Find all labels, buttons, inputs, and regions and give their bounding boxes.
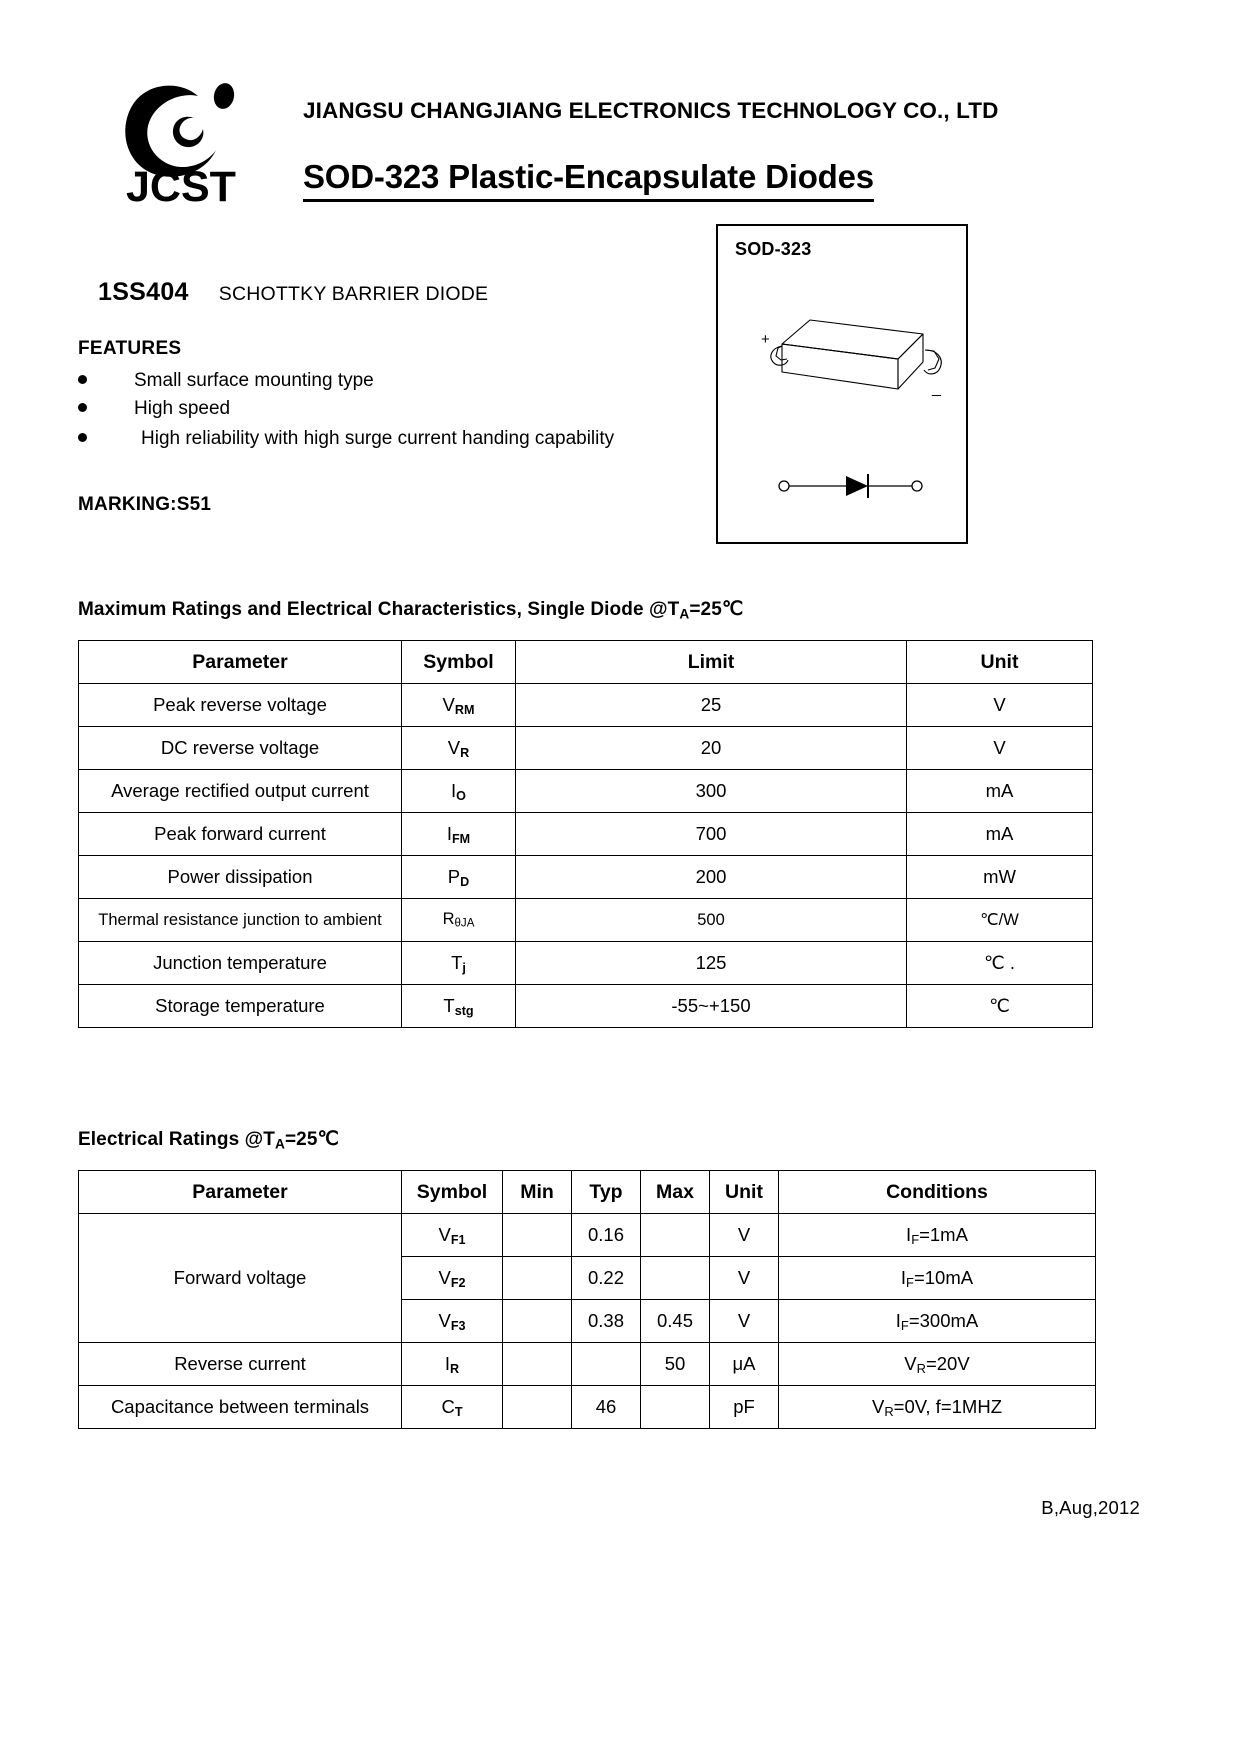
cell-limit: 25 [516, 684, 907, 727]
cell-symbol: Tstg [402, 985, 516, 1028]
features-heading: FEATURES [78, 338, 182, 359]
th-conditions: Conditions [779, 1171, 1096, 1214]
part-line [98, 278, 488, 307]
section1-heading-pre: Maximum Ratings and Electrical Characteristics, Single Diode @T [78, 599, 680, 620]
part-description: SCHOTTKY BARRIER DIODE [218, 283, 489, 305]
cell-conditions: VR=20V [779, 1343, 1096, 1386]
max-ratings-table [78, 640, 1093, 1028]
section1-heading-post: =25℃ [689, 599, 744, 620]
package-3d-drawing-icon [748, 286, 963, 446]
page-header [0, 0, 1240, 230]
section2-heading-post: =25℃ [284, 1129, 339, 1150]
cell-unit: mA [907, 770, 1093, 813]
cell-symbol: RθJA [402, 899, 516, 942]
section-heading-max-ratings [78, 598, 743, 621]
cell-conditions: IF=1mA [779, 1214, 1096, 1257]
section2-heading-sub: A [274, 1136, 285, 1152]
cell-parameter: Reverse current [79, 1343, 402, 1386]
cell-limit: 200 [516, 856, 907, 899]
section2-heading-pre: Electrical Ratings @T [78, 1129, 275, 1150]
table-row [79, 1343, 1096, 1386]
cell-symbol: IO [402, 770, 516, 813]
cell-parameter: Thermal resistance junction to ambient [79, 899, 402, 942]
cell-unit: pF [710, 1386, 779, 1429]
cell-typ: 0.22 [572, 1257, 641, 1300]
part-number: 1SS404 [98, 278, 189, 306]
package-label: SOD-323 [735, 239, 812, 259]
table-row [79, 770, 1093, 813]
table-row [79, 684, 1093, 727]
table-row [79, 942, 1093, 985]
cell-min [503, 1343, 572, 1386]
table-row [79, 1386, 1096, 1429]
cell-limit: 300 [516, 770, 907, 813]
cell-parameter: Peak reverse voltage [79, 684, 402, 727]
cell-parameter-group: Forward voltage [79, 1214, 402, 1343]
cell-max [641, 1386, 710, 1429]
cell-max [641, 1257, 710, 1300]
cell-typ: 46 [572, 1386, 641, 1429]
cell-conditions: VR=0V, f=1MHZ [779, 1386, 1096, 1429]
cell-unit: μA [710, 1343, 779, 1386]
diode-symbol-icon [778, 466, 923, 506]
cell-typ: 0.38 [572, 1300, 641, 1343]
th-unit: Unit [907, 641, 1093, 684]
cell-parameter: Peak forward current [79, 813, 402, 856]
cathode-minus-label: _ [932, 380, 941, 397]
cell-symbol: VR [402, 727, 516, 770]
th-symbol: Symbol [402, 1171, 503, 1214]
company-name: JIANGSU CHANGJIANG ELECTRONICS TECHNOLOGY CO., LTD [303, 98, 999, 123]
cell-max: 0.45 [641, 1300, 710, 1343]
cell-typ [572, 1343, 641, 1386]
table-row [79, 1214, 1096, 1257]
cell-typ: 0.16 [572, 1214, 641, 1257]
feature-text: High speed [134, 398, 231, 419]
cell-parameter: Junction temperature [79, 942, 402, 985]
cell-unit: mA [907, 813, 1093, 856]
cell-unit: ℃ . [907, 942, 1093, 985]
cell-min [503, 1257, 572, 1300]
cell-unit: V [907, 727, 1093, 770]
cell-max: 50 [641, 1343, 710, 1386]
cell-min [503, 1300, 572, 1343]
table-header-row [79, 641, 1093, 684]
cell-limit: 700 [516, 813, 907, 856]
table-row [79, 727, 1093, 770]
th-typ: Typ [572, 1171, 641, 1214]
cell-unit: V [710, 1300, 779, 1343]
bullet-icon [78, 375, 87, 384]
cell-limit: 125 [516, 942, 907, 985]
cell-parameter: Power dissipation [79, 856, 402, 899]
cell-min [503, 1214, 572, 1257]
table-row [79, 813, 1093, 856]
th-parameter: Parameter [79, 641, 402, 684]
cell-parameter: Storage temperature [79, 985, 402, 1028]
table-row [79, 899, 1093, 942]
table-header-row [79, 1171, 1096, 1214]
cell-limit: 500 [516, 899, 907, 942]
cell-symbol: Tj [402, 942, 516, 985]
cell-parameter: Average rectified output current [79, 770, 402, 813]
cell-unit: V [710, 1214, 779, 1257]
feature-item [78, 370, 374, 392]
cell-symbol: VF2 [402, 1257, 503, 1300]
th-min: Min [503, 1171, 572, 1214]
package-outline-box [716, 224, 968, 544]
logo-wordmark: JCST [126, 163, 236, 211]
feature-item [78, 428, 614, 450]
cell-symbol: CT [402, 1386, 503, 1429]
feature-text: Small surface mounting type [134, 370, 374, 391]
cell-symbol: IFM [402, 813, 516, 856]
bullet-icon [78, 403, 87, 412]
cell-unit: V [907, 684, 1093, 727]
revision-date: B,Aug,2012 [1041, 1497, 1140, 1518]
section-heading-electrical-ratings [78, 1128, 339, 1151]
cell-symbol: VRM [402, 684, 516, 727]
company-logo [120, 78, 290, 223]
cell-symbol: IR [402, 1343, 503, 1386]
cell-unit: ℃ [907, 985, 1093, 1028]
cell-limit: -55~+150 [516, 985, 907, 1028]
anode-plus-label: + [761, 331, 770, 348]
section1-heading-sub: A [679, 606, 690, 622]
th-parameter: Parameter [79, 1171, 402, 1214]
cell-parameter: Capacitance between terminals [79, 1386, 402, 1429]
cell-symbol: VF1 [402, 1214, 503, 1257]
table-row [79, 856, 1093, 899]
th-limit: Limit [516, 641, 907, 684]
cell-conditions: IF=10mA [779, 1257, 1096, 1300]
document-title: SOD-323 Plastic-Encapsulate Diodes [303, 158, 874, 202]
cell-unit: mW [907, 856, 1093, 899]
cell-symbol: PD [402, 856, 516, 899]
marking-code: MARKING:S51 [78, 494, 212, 515]
bullet-icon [78, 433, 87, 442]
th-max: Max [641, 1171, 710, 1214]
cell-unit: V [710, 1257, 779, 1300]
th-symbol: Symbol [402, 641, 516, 684]
th-unit: Unit [710, 1171, 779, 1214]
table-row [79, 985, 1093, 1028]
feature-text: High reliability with high surge current handing capability [141, 428, 615, 449]
cell-unit: ℃/W [907, 899, 1093, 942]
cell-min [503, 1386, 572, 1429]
electrical-ratings-table [78, 1170, 1096, 1429]
feature-item [78, 398, 230, 420]
cell-symbol: VF3 [402, 1300, 503, 1343]
cell-max [641, 1214, 710, 1257]
cell-conditions: IF=300mA [779, 1300, 1096, 1343]
cell-parameter: DC reverse voltage [79, 727, 402, 770]
cell-limit: 20 [516, 727, 907, 770]
